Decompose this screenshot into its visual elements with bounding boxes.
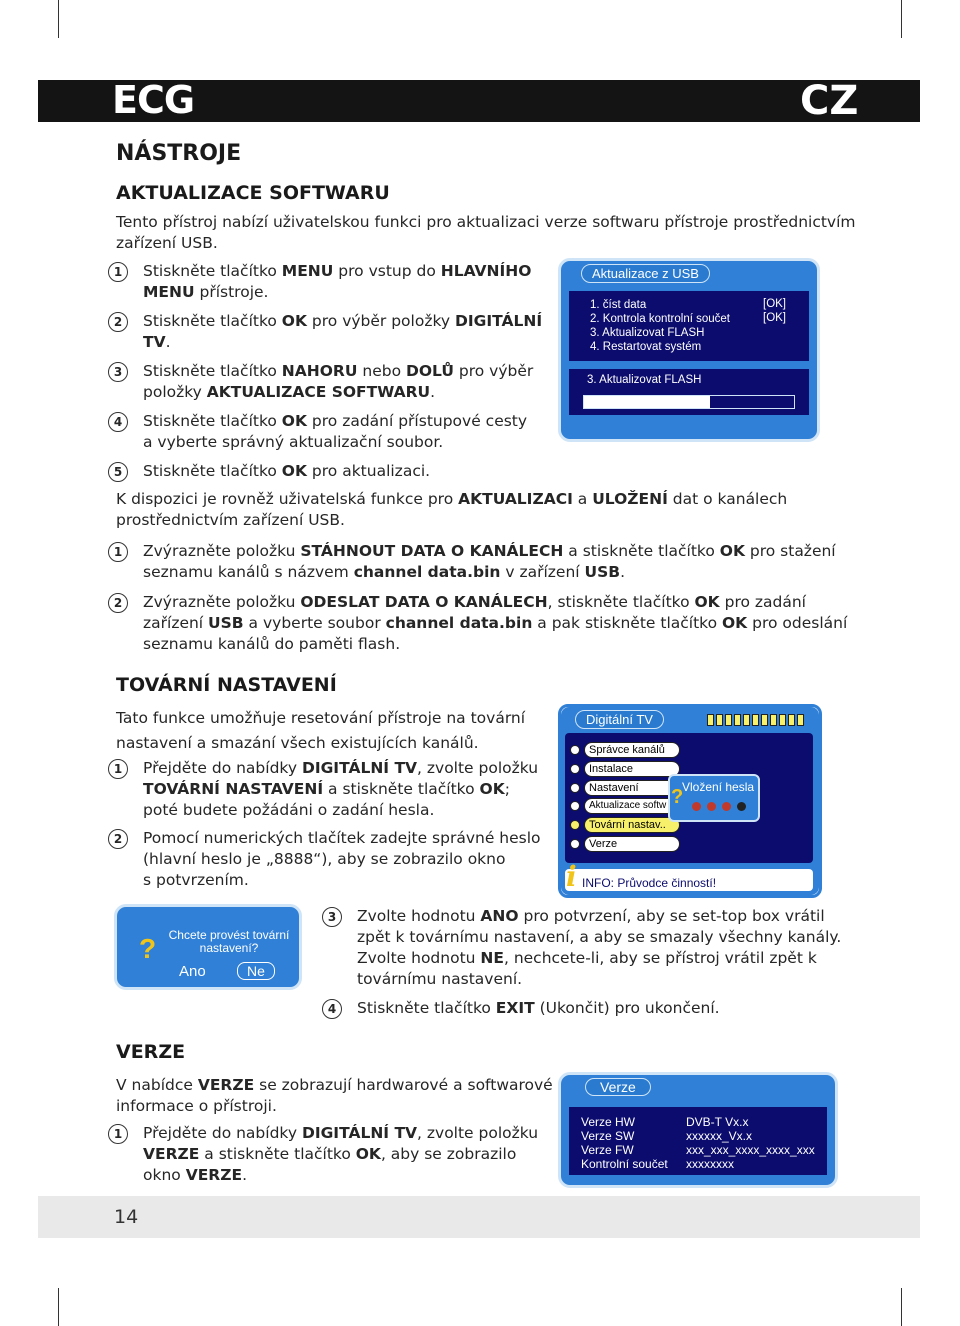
info-icon: i (566, 860, 577, 893)
bold-text: VERZE (197, 1076, 255, 1094)
text-run: ; (504, 780, 510, 798)
text-line (357, 969, 930, 990)
text-run: Stiskněte tlačítko (143, 462, 282, 480)
text-run: pro stažení (744, 542, 836, 560)
text-run: Stiskněte tlačítko (143, 362, 282, 380)
step-number-icon: 4 (322, 999, 342, 1019)
text-run: Stiskněte tlačítko (357, 999, 496, 1017)
bold-text: VERZE (185, 1166, 243, 1184)
text-run: Přejděte do nabídky (143, 1124, 302, 1142)
text-line (143, 1165, 556, 1186)
numbered-step (113, 592, 916, 655)
bold-text: ULOŽENÍ (592, 490, 668, 508)
numbered-step (113, 311, 556, 353)
step-text (143, 461, 556, 482)
bold-text: DIGITÁLNÍ TV (301, 1124, 418, 1142)
version-value: DVB-T Vx.x (686, 1115, 749, 1129)
dtv-screen-tab: Digitální TV (575, 710, 664, 729)
dtv-menu-item[interactable]: Instalace (584, 761, 680, 777)
step-number-icon: 3 (108, 362, 128, 382)
text-line (143, 870, 556, 891)
bold-text: ODESLAT DATA O KANÁLECH (300, 593, 548, 611)
step-text (143, 311, 556, 353)
page-number: 14 (114, 1206, 139, 1228)
dtv-menu-item[interactable]: Aktualizace softw (584, 798, 680, 814)
version-value: xxx_xxx_xxxx_xxxx_xxx (686, 1143, 815, 1157)
version-intro (116, 1075, 556, 1117)
text-line (143, 1123, 556, 1144)
text-run: zpět k továrnímu nastavení, a aby se smazaly všechny kanály. (357, 928, 842, 946)
text-run: . (430, 383, 436, 401)
text-run: zařízení (143, 614, 209, 632)
bold-text: DIGITÁLNÍ TV (301, 759, 418, 777)
text-run: a vyberte soubor (243, 614, 386, 632)
step-number-icon: 1 (108, 759, 128, 779)
text-run: , aby se zobrazilo (380, 1145, 517, 1163)
question-icon: ? (671, 786, 684, 808)
step-text (357, 906, 930, 990)
version-label: Verze FW (581, 1143, 634, 1157)
text-run: pro odeslání (747, 614, 848, 632)
step-text (143, 541, 916, 583)
text-run: Přejděte do nabídky (143, 759, 302, 777)
version-row (581, 1115, 821, 1129)
numbered-step (113, 261, 556, 303)
numbered-step (113, 828, 556, 891)
bold-text: EXIT (495, 999, 535, 1017)
ok-label: [OK] (763, 298, 787, 310)
text-line (116, 489, 896, 510)
brand-logo: ECG (112, 78, 195, 122)
text-run: seznamu kanálů s názvem (143, 563, 354, 581)
text-run: pro potvrzení, aby se set-top box vrátil (518, 907, 825, 925)
text-run: V nabídce (116, 1076, 198, 1094)
bold-text: MENU (281, 262, 334, 280)
text-run: okno (143, 1166, 186, 1184)
signal-bars (707, 714, 807, 724)
menu-radio (570, 745, 580, 755)
bold-text: channel data.bin (385, 614, 533, 632)
text-run: dat o kanálech (667, 490, 788, 508)
step-number-icon: 1 (108, 262, 128, 282)
confirm-line: Chcete provést tovární (168, 928, 290, 942)
step-text (143, 1123, 556, 1186)
text-run: Zvýrazněte položku (143, 542, 301, 560)
bold-text: OK (355, 1145, 381, 1163)
usb-menu-item[interactable]: 1. číst data (590, 299, 647, 311)
bold-text: USB (208, 614, 244, 632)
password-dots (692, 802, 746, 811)
version-value: xxxxxxxx (686, 1157, 734, 1171)
bold-text: TOVÁRNÍ NASTAVENÍ (143, 780, 324, 798)
step-number-icon: 4 (108, 412, 128, 432)
usb-update-screen (558, 258, 820, 442)
ok-label: [OK] (763, 312, 787, 324)
section-intro (116, 212, 856, 254)
text-run: Zvolte hodnotu (357, 949, 481, 967)
text-run: pro zadání (719, 593, 806, 611)
text-run: seznamu kanálů do paměti flash. (143, 635, 401, 653)
text-run: pro zadání přístupové cesty (306, 412, 528, 430)
dtv-menu-item[interactable]: Nastavení (584, 780, 680, 796)
text-run: přístroje. (194, 283, 269, 301)
text-run: Zvýrazněte položku (143, 593, 301, 611)
text-line (143, 382, 556, 403)
bold-text: OK (694, 593, 720, 611)
intro-line: zařízení USB. (116, 234, 218, 252)
version-label: Verze SW (581, 1129, 635, 1143)
text-run: a vyberte správný aktualizační soubor. (143, 433, 444, 451)
step-text (143, 261, 556, 303)
text-line (143, 1144, 556, 1165)
section-title-version: VERZE (116, 1041, 186, 1063)
numbered-step (327, 906, 930, 990)
version-screen-tab: Verze (585, 1078, 651, 1096)
confirm-line: nastavení? (199, 941, 259, 955)
password-popup (668, 774, 760, 822)
text-run: K dispozici je rovněž uživatelská funkce pro (116, 490, 459, 508)
bold-text: OK (719, 542, 745, 560)
version-label: Kontrolní součet (581, 1157, 668, 1171)
usb-status-text: 3. Aktualizovat FLASH (587, 374, 702, 386)
version-row (581, 1157, 821, 1171)
menu-radio (570, 839, 580, 849)
bold-text: HLAVNÍHO (440, 262, 532, 280)
bold-text: AKTUALIZACE SOFTWARU (206, 383, 431, 401)
text-run: a stiskněte tlačítko (563, 542, 720, 560)
numbered-step (327, 998, 930, 1019)
usb-menu-item[interactable]: 3. Aktualizovat FLASH (590, 327, 705, 339)
text-run: Pomocí numerických tlačítek zadejte správné heslo (143, 829, 541, 847)
text-run: nebo (357, 362, 406, 380)
bold-text: USB (584, 563, 621, 581)
intro-line: nastavení a smazání všech existujících kanálů. (116, 734, 479, 752)
text-line (143, 541, 916, 562)
intro-line: Tato funkce umožňuje resetování přístroje na tovární (116, 709, 526, 727)
text-line (143, 311, 556, 332)
text-line (143, 828, 556, 849)
text-run: . (165, 333, 171, 351)
bold-text: channel data.bin (353, 563, 501, 581)
usb-status-panel (569, 369, 809, 415)
text-line (143, 800, 556, 821)
text-run: pro výběr (453, 362, 534, 380)
text-run: pro vstup do (333, 262, 441, 280)
text-run: poté budete požádáni o zadání hesla. (143, 801, 435, 819)
text-run: pro aktualizaci. (306, 462, 431, 480)
version-value: xxxxxx_Vx.x (686, 1129, 753, 1143)
step-number-icon: 2 (108, 312, 128, 332)
bold-text: OK (281, 412, 307, 430)
usb-screen-tab: Aktualizace z USB (581, 264, 710, 283)
text-run: a stiskněte tlačítko (199, 1145, 356, 1163)
text-line (143, 282, 556, 303)
text-line (143, 592, 916, 613)
text-line (143, 332, 556, 353)
progress-fill (584, 396, 710, 408)
usb-menu-panel (569, 291, 809, 361)
text-line (116, 510, 896, 531)
bold-text: DOLŮ (405, 362, 454, 380)
text-run: Stiskněte tlačítko (143, 262, 282, 280)
text-line (116, 1096, 556, 1117)
text-line (357, 948, 930, 969)
numbered-step (113, 461, 556, 482)
text-run: pro výběr položky (306, 312, 455, 330)
text-line (143, 361, 556, 382)
intro-line: Tento přístroj nabízí uživatelskou funkci pro aktualizaci verze softwaru přístroje prostřednictvím (116, 213, 856, 231)
text-line (143, 613, 916, 634)
text-run: . (242, 1166, 247, 1184)
bold-text: STÁHNOUT DATA O KANÁLECH (300, 542, 564, 560)
text-line (143, 758, 556, 779)
text-run: továrnímu nastavení. (357, 970, 523, 988)
step-text (143, 828, 556, 891)
dtv-menu-item[interactable]: Verze (584, 836, 680, 852)
text-line (116, 1075, 556, 1096)
page-title: NÁSTROJE (116, 141, 242, 166)
text-run: a stiskněte tlačítko (323, 780, 480, 798)
text-run: , nechcete-li, aby se přístroj vrátil zpět k (503, 949, 817, 967)
text-run: (hlavní heslo je „8888“), aby se zobrazilo okno (143, 850, 506, 868)
bold-text: NE (480, 949, 504, 967)
text-run: informace o přístroji. (116, 1097, 277, 1115)
factory-intro (116, 706, 525, 756)
text-run: Stiskněte tlačítko (143, 412, 282, 430)
text-line (143, 634, 916, 655)
bold-text: TV (143, 333, 166, 351)
step-text (143, 758, 556, 821)
text-run: a (572, 490, 593, 508)
version-row (581, 1129, 821, 1143)
numbered-step (113, 758, 556, 821)
step-number-icon: 2 (108, 829, 128, 849)
question-icon: ? (139, 933, 157, 964)
step-text (143, 592, 916, 655)
footer-bar (38, 1196, 920, 1238)
numbered-step (113, 1123, 556, 1186)
step-number-icon: 3 (322, 907, 342, 927)
info-text: INFO: Průvodce činností! (582, 876, 717, 890)
text-line (143, 779, 556, 800)
step-text (357, 998, 930, 1019)
channel-data-paragraph (116, 489, 896, 531)
step-text (143, 361, 556, 403)
text-run: položky (143, 383, 207, 401)
bold-text: OK (722, 614, 748, 632)
menu-radio (570, 783, 580, 793)
step-text (143, 411, 556, 453)
language-code: CZ (800, 78, 859, 124)
text-run: s potvrzením. (143, 871, 249, 889)
text-run: Zvolte hodnotu (357, 907, 481, 925)
text-line (143, 261, 556, 282)
bold-text: OK (281, 462, 307, 480)
text-run: (Ukončit) pro ukončení. (534, 999, 720, 1017)
section-title-software-update: AKTUALIZACE SOFTWARU (116, 182, 390, 204)
text-run: . (620, 563, 626, 581)
version-label: Verze HW (581, 1115, 636, 1129)
bold-text: NAHORU (281, 362, 358, 380)
dtv-menu-item[interactable]: Správce kanálů (584, 742, 680, 758)
password-title: Vložení hesla (682, 780, 755, 794)
text-line (143, 849, 556, 870)
version-panel (569, 1107, 827, 1175)
menu-radio (570, 820, 580, 830)
yes-button[interactable]: Ano (179, 963, 206, 980)
text-line (143, 562, 916, 583)
text-run: se zobrazují hardwarové a softwarové (254, 1076, 553, 1094)
text-run: a pak stiskněte tlačítko (532, 614, 722, 632)
text-line (357, 906, 930, 927)
bold-text: MENU (143, 283, 195, 301)
bold-text: DIGITÁLNÍ (454, 312, 543, 330)
text-run: , zvolte položku (417, 1124, 539, 1142)
step-number-icon: 2 (108, 593, 128, 613)
usb-menu-item[interactable]: 4. Restartovat systém (590, 341, 702, 353)
no-button[interactable]: Ne (237, 962, 275, 980)
usb-menu-item[interactable]: 2. Kontrola kontrolní součet (590, 313, 730, 325)
numbered-step (113, 361, 556, 403)
section-title-factory-reset: TOVÁRNÍ NASTAVENÍ (116, 674, 337, 696)
confirm-question (161, 929, 297, 955)
text-line (143, 411, 556, 432)
numbered-step (113, 411, 556, 453)
text-line (143, 432, 556, 453)
version-row (581, 1143, 821, 1157)
text-line (357, 998, 930, 1019)
bold-text: AKTUALIZACI (458, 490, 573, 508)
text-run: , zvolte položku (417, 759, 539, 777)
version-screen (558, 1072, 838, 1188)
step-number-icon: 1 (108, 542, 128, 562)
bold-text: OK (479, 780, 505, 798)
menu-radio (570, 764, 580, 774)
text-run: , stiskněte tlačítko (547, 593, 695, 611)
text-run: Stiskněte tlačítko (143, 312, 282, 330)
bold-text: VERZE (143, 1145, 200, 1163)
dtv-menu-item-selected[interactable]: Tovární nastav.. (584, 817, 680, 833)
text-line (357, 927, 930, 948)
text-run: v zařízení (500, 563, 585, 581)
step-number-icon: 5 (108, 462, 128, 482)
menu-radio (570, 801, 580, 811)
numbered-step (113, 541, 916, 583)
bold-text: OK (281, 312, 307, 330)
text-line (143, 461, 556, 482)
bold-text: ANO (480, 907, 519, 925)
progress-track (583, 395, 795, 409)
confirm-dialog (114, 904, 302, 990)
step-number-icon: 1 (108, 1124, 128, 1144)
text-run: prostřednictvím zařízení USB. (116, 511, 345, 529)
